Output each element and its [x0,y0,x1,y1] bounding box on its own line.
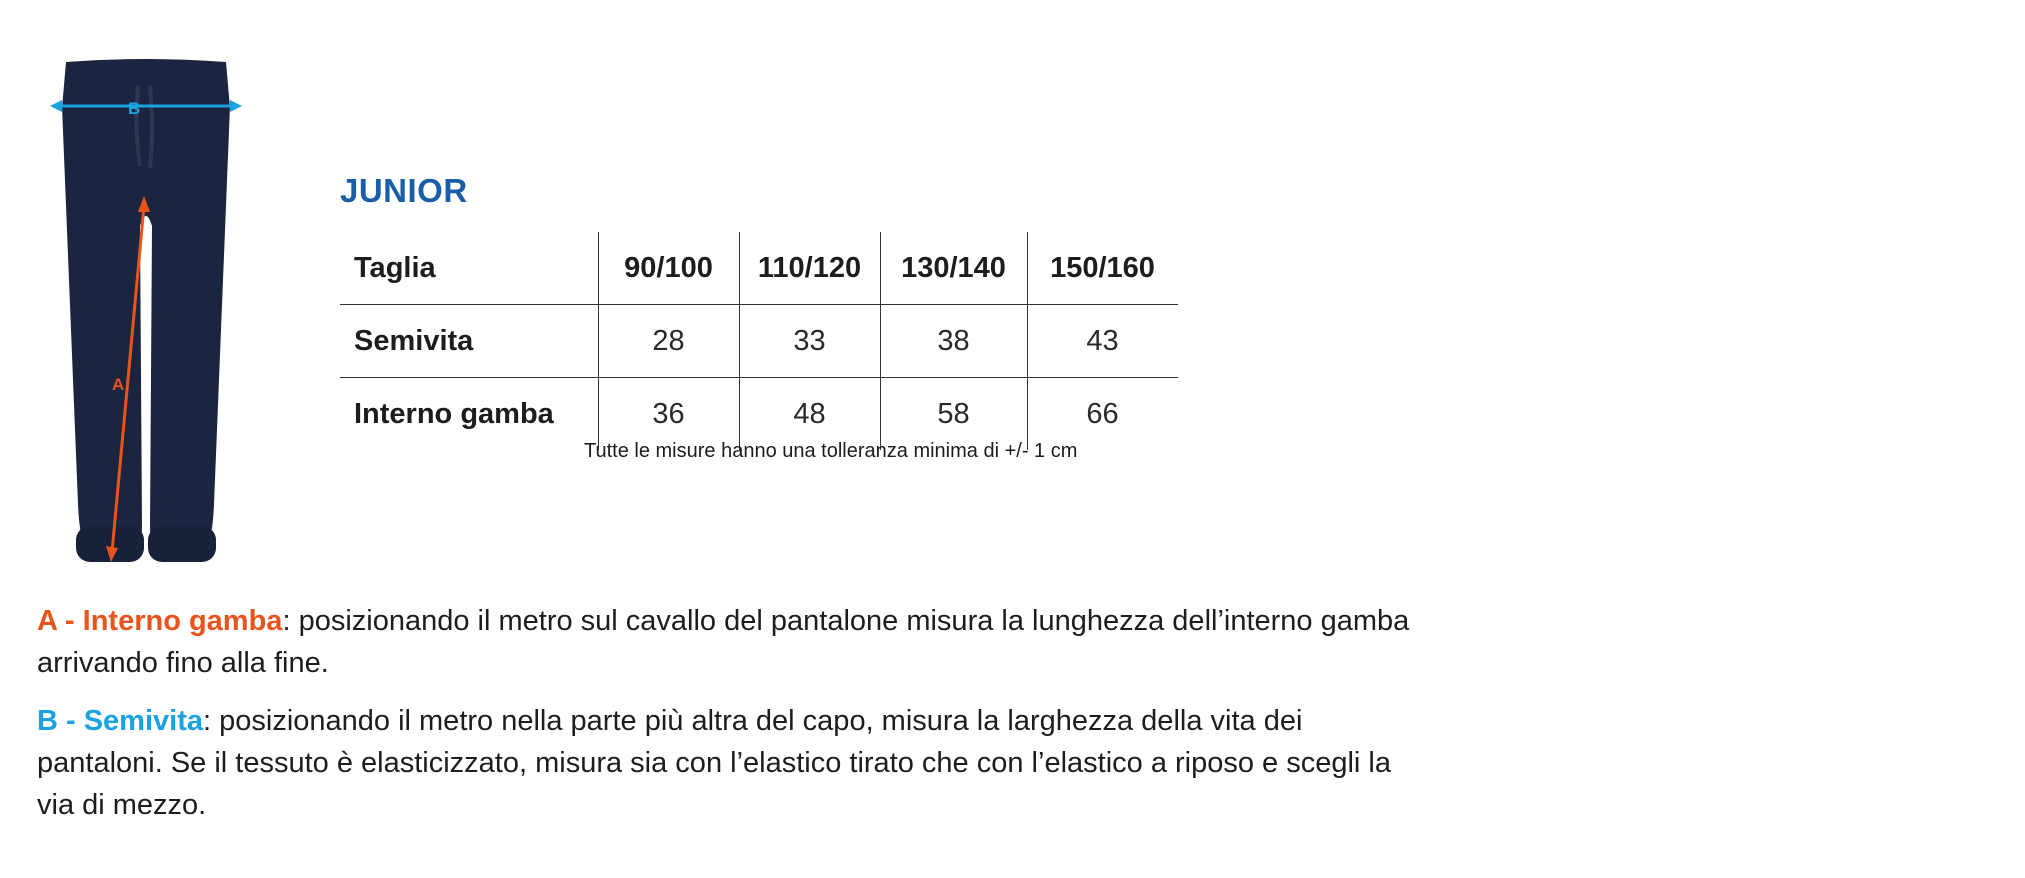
pants-illustration [46,56,246,576]
table-cell: 36 [598,378,739,451]
description-waist-text: : posizionando il metro nella parte più altra del capo, misura la larghezza della vita dei pantaloni. Se il tessuto è elasticizzato, misura sia con l’elastico tirato che con l’elastico a riposo e scegli la via di mezzo. [37,705,1392,821]
pants-waistband [62,59,230,108]
description-waist-label: B - Semivita [37,705,203,737]
table-row [340,305,1178,378]
pants-body [62,103,230,560]
table-header-row [340,232,1178,305]
table-cell: 58 [880,378,1027,451]
size-header: 150/160 [1027,232,1178,305]
header-label: Taglia [340,232,598,305]
size-header: 90/100 [598,232,739,305]
table-cell: 48 [739,378,880,451]
description-inseam-text: : posizionando il metro sul cavallo del pantalone misura la lunghezza dell’interno gamba arrivando fino alla fine. [37,605,1410,679]
row-label: Interno gamba [354,397,554,430]
size-header: 110/120 [739,232,880,305]
row-label: Semivita [340,305,598,378]
table-cell: 28 [598,305,739,378]
table-cell: 38 [880,305,1027,378]
marker-a-label: A [112,375,125,394]
pants-svg [46,56,246,576]
description-waist [37,700,1427,826]
description-inseam [37,600,1427,684]
description-inseam-label: A - Interno gamba [37,605,283,637]
marker-b-label: B [128,99,141,118]
table-cell: 43 [1027,305,1178,378]
table-cell: 33 [739,305,880,378]
tolerance-note: Tutte le misure hanno una tolleranza minima di +/- 1 cm [584,440,1078,462]
size-header: 130/140 [880,232,1027,305]
table-cell: 66 [1027,378,1178,451]
size-table [340,232,1178,450]
pants-right-cuff [148,526,216,562]
section-title: JUNIOR [340,172,468,209]
